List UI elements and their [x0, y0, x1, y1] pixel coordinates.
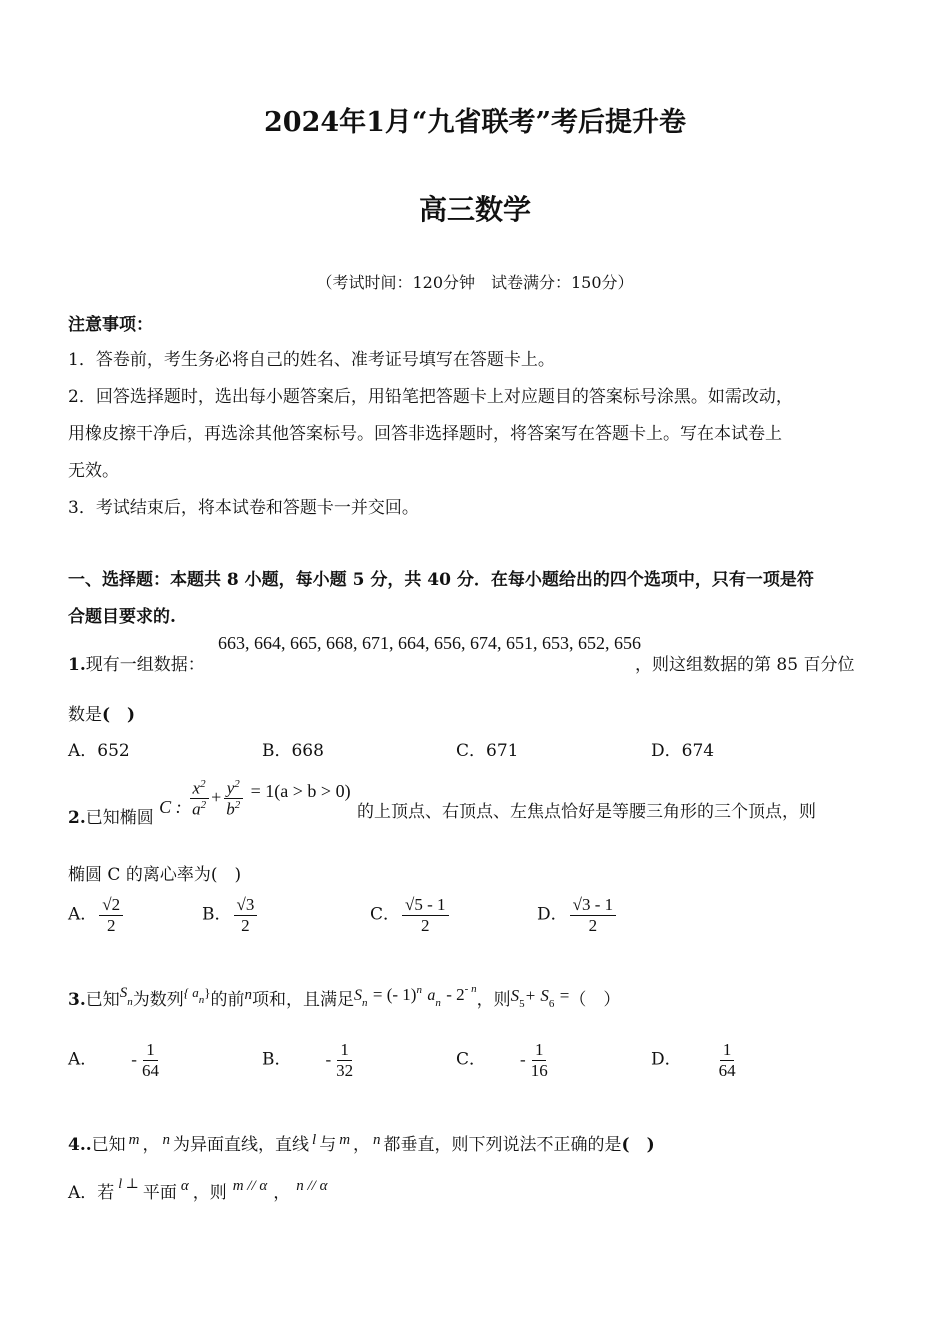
question-2-eq-rest: = 1(a > b > 0)	[250, 781, 351, 802]
question-3-option-d-num: 1	[720, 1040, 735, 1061]
question-2-option-a-den: 2	[106, 915, 116, 935]
question-3-eq-s: S	[353, 987, 362, 1004]
question-1-stem-line2	[68, 700, 135, 725]
question-3-eq-rest: = (- 1)	[372, 985, 417, 1004]
question-3-option-b	[262, 1040, 358, 1080]
question-4-option-a	[68, 1178, 333, 1203]
question-2-option-d-num: √3 - 1	[570, 895, 617, 916]
question-2-option-b	[202, 895, 259, 935]
question-4-option-a-sep: ，	[273, 1183, 291, 1203]
question-3-number: 3.	[68, 990, 86, 1010]
question-3-option-d	[651, 1040, 741, 1080]
question-2-y: y	[226, 778, 235, 798]
question-4-option-a-alpha: α	[180, 1178, 189, 1194]
question-1-line2-text: 数是	[68, 705, 102, 725]
question-3-t1: 已知	[85, 990, 120, 1010]
section-1-heading-line1: 一、选择题：本题共 8 小题，每小题 5 分，共 40 分．在每小题给出的四个选项中，只有一项是符	[68, 570, 814, 590]
question-2-number: 2.	[68, 808, 86, 829]
question-1-option-c: C．671	[456, 741, 519, 761]
question-2-prefix: 已知椭圆	[85, 808, 154, 829]
question-3-option-c	[456, 1040, 553, 1080]
question-2-option-c-num: √5 - 1	[402, 895, 449, 916]
question-4-option-a-plane: 平面	[142, 1183, 177, 1203]
question-2-option-c-den: 2	[421, 915, 430, 935]
question-3-option-a-label: A．	[68, 1049, 98, 1070]
question-4-t4: 与	[319, 1135, 337, 1155]
question-3-option-a-num: 1	[143, 1040, 158, 1061]
question-2-stem: 2.已知椭圆 C : $\frac{x^2}{a^2}$ + $\frac{y^2}{b^2}$ = 1(a > b > 0)	[68, 778, 351, 829]
question-4-t1: 已知	[91, 1135, 126, 1155]
question-3-option-b-sign: -	[325, 1049, 332, 1069]
question-4-option-a-n: n // α	[296, 1178, 328, 1194]
question-4-option-a-m: m // α	[232, 1178, 268, 1194]
exam-subject: 高三数学	[418, 193, 531, 226]
question-2-option-b-den: 2	[241, 915, 250, 935]
question-3-paren: （ ）	[569, 990, 621, 1010]
question-2-suffix: 的上顶点、右顶点、左焦点恰好是等腰三角形的三个顶点，则	[357, 802, 816, 822]
question-3-option-b-den: 32	[336, 1060, 354, 1080]
question-4-t5: ，	[353, 1135, 371, 1155]
question-4-m: m	[128, 1132, 140, 1148]
question-3-option-c-label: C．	[456, 1049, 487, 1070]
question-3-option-a	[68, 1040, 164, 1080]
question-4-n-2: n	[373, 1132, 381, 1148]
question-3-s56-plus: + S	[524, 986, 549, 1005]
question-2-option-a-num: √2	[99, 895, 123, 916]
question-4-l: l	[312, 1132, 317, 1148]
question-2-option-b-label: B．	[202, 904, 232, 925]
question-3-sn: S	[119, 985, 128, 1001]
question-4-t3: 为异面直线，直线	[173, 1135, 310, 1155]
question-2-frac-x: $\frac{x^2}{a^2}$	[189, 778, 209, 819]
question-3-option-d-den: 64	[718, 1060, 736, 1080]
question-4-option-a-then: ，则	[192, 1183, 227, 1203]
question-4-paren: ( )	[621, 1135, 655, 1155]
question-3-n: n	[244, 987, 252, 1003]
question-3-option-b-label: B．	[262, 1049, 292, 1070]
question-1-data: 663, 664, 665, 668, 671, 664, 656, 674, 651, 653, 652, 656	[218, 633, 641, 653]
question-1-option-d: D．674	[651, 741, 715, 761]
question-1-option-a: A．652	[68, 741, 130, 761]
question-2-option-c-label: C．	[370, 904, 401, 925]
notice-item-2-line1: 2．回答选择题时，选出每小题答案后，用铅笔把答题卡上对应题目的答案标号涂黑。如需改动，	[68, 387, 793, 407]
question-4-option-a-label: A．若	[68, 1183, 115, 1203]
question-2-option-a-label: A．	[68, 904, 98, 925]
question-4-t6: 都垂直，则下列说法不正确的是	[383, 1135, 622, 1155]
question-2-option-b-num: √3	[234, 895, 258, 916]
question-1-suffix: ，则这组数据的第 85 百分位	[635, 655, 855, 675]
question-2-a: a	[192, 799, 201, 819]
question-2-option-d	[537, 895, 618, 935]
question-4-stem	[68, 1130, 655, 1155]
question-4-t2: ，	[142, 1135, 160, 1155]
question-1-option-b: B．668	[262, 741, 324, 761]
question-2-x: x	[192, 778, 201, 798]
question-4-m-2: m	[339, 1132, 351, 1148]
question-1-prefix: 现有一组数据：	[85, 655, 205, 675]
notice-item-3: 3．考试结束后，将本试卷和答题卡一并交回。	[68, 498, 419, 518]
question-2-option-d-den: 2	[588, 915, 598, 935]
question-3-t3: 的前	[210, 990, 245, 1010]
question-3-t4: 项和，且满足	[251, 990, 354, 1010]
question-3-an: { a	[183, 985, 199, 1000]
question-2-option-c	[370, 895, 451, 935]
question-4-option-a-l: l ⊥	[118, 1177, 139, 1192]
question-2-frac-y: $\frac{y^2}{b^2}$	[223, 778, 243, 819]
notice-item-1: 1．答卷前，考生务必将自己的姓名、准考证号填写在答题卡上。	[68, 350, 555, 370]
notice-item-2-line2: 用橡皮擦干净后，再选涂其他答案标号。回答非选择题时，将答案写在答题卡上。写在本试卷上	[68, 424, 782, 444]
question-2-option-a	[68, 895, 125, 935]
question-3-t2: 为数列	[132, 990, 184, 1010]
question-2-option-d-label: D．	[537, 904, 568, 925]
exam-title: 2024年1月“九省联考”考后提升卷	[264, 107, 686, 138]
question-3-s56-eq: =	[559, 986, 570, 1005]
question-1-stem	[68, 650, 205, 675]
question-3-option-b-num: 1	[337, 1040, 352, 1061]
question-2-eq-c: C :	[159, 797, 182, 818]
notice-item-2-line3: 无效。	[68, 461, 119, 481]
question-2-b: b	[226, 799, 235, 819]
question-3-stem: 3.已知$S_n$为数列$^{\{ a}_n$}的前n项和，且满足$S_n$ = (- 1)$^n$ $a_n - 2^{- n}$，则$S_5+ S_6$ =（ ）	[68, 983, 621, 1011]
notice-heading: 注意事项：	[68, 315, 153, 335]
question-3-eq-tail: - 2	[446, 985, 465, 1004]
question-3-option-d-label: D．	[651, 1049, 682, 1070]
question-3-option-c-num: 1	[532, 1040, 547, 1061]
question-3-s56: S	[510, 986, 520, 1005]
question-3-eq-an: a	[427, 987, 436, 1004]
question-3-option-c-den: 16	[530, 1060, 548, 1080]
question-2-stem-line2: 椭圆 C 的离心率为( )	[68, 865, 242, 885]
question-1-number: 1.	[68, 655, 86, 675]
question-3-option-a-den: 64	[141, 1060, 159, 1080]
question-3-option-a-sign: -	[131, 1049, 137, 1069]
question-4-n: n	[162, 1132, 171, 1148]
question-1-answer-paren: ( )	[102, 705, 136, 725]
section-1-heading-line2: 合题目要求的.	[68, 607, 176, 627]
question-3-t5: ，则	[476, 990, 511, 1010]
question-3-option-c-sign: -	[520, 1049, 526, 1069]
exam-info: （考试时间：120分钟 试卷满分：150分）	[316, 273, 634, 292]
question-4-number: 4..	[68, 1135, 92, 1155]
